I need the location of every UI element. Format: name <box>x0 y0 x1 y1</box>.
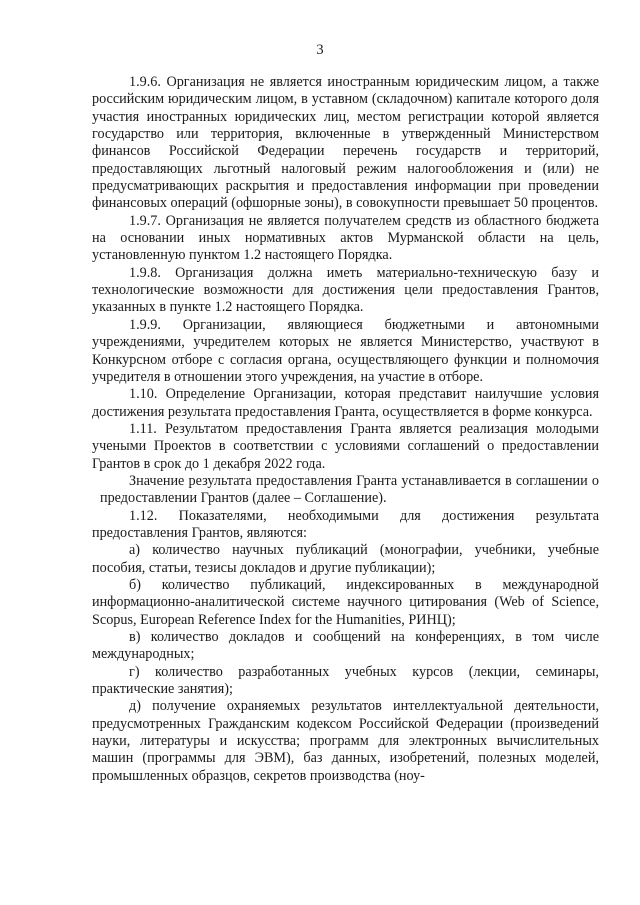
list-item-a: а) количество научных публикаций (монографии, учебники, учебные пособия, статьи, тезисы докладов и другие публикации); <box>92 542 599 576</box>
list-item-b: б) количество публикаций, индексированных в международной информационно-аналитической системе научного цитирования (Web of Science, Scopus, European Reference Index for the Humanities, РИНЦ); <box>92 576 599 628</box>
paragraph-1-9-8: 1.9.8. Организация должна иметь материально-техническую базу и технологические возможности для достижения цели предоставления Грантов, указанных в пункте 1.2 настоящего Порядка. <box>92 264 599 316</box>
list-item-g: г) количество разработанных учебных курсов (лекции, семинары, практические занятия); <box>92 663 599 698</box>
list-item-v: в) количество докладов и сообщений на конференциях, в том числе международных; <box>92 629 599 663</box>
paragraph-1-9-7: 1.9.7. Организация не является получателем средств из областного бюджета на основании иных нормативных актов Мурманской области на цель, установленную пунктом 1.2 настоящего Порядка. <box>92 212 599 264</box>
paragraph-1-9-9: 1.9.9. Организации, являющиеся бюджетными и автономными учреждениями, учредителем которых не является Министерство, участвуют в Конкурсном отборе с согласия органа, осуществляющего функции и полномочия учредителя в отношении этого учреждения, на участие в отборе. <box>92 316 599 385</box>
paragraph-1-9-6: 1.9.6. Организация не является иностранным юридическим лицом, а также российским юридическим лицом, в уставном (складочном) капитале которого доля участия иностранных юридических лиц, местом регистрации которой является государство или территория, включенные в утвержденный Министерством финансов Российской Федерации перечень государств и территорий, предоставляющих льготный налоговый режим налогообложения и (или) не предусматривающих раскрытия и предоставления информации при проведении финансовых операций (офшорные зоны), в совокупности превышает 50 процентов. <box>92 74 599 212</box>
page-number: 3 <box>316 42 324 58</box>
list-item-d: д) получение охраняемых результатов интеллектуальной деятельности, предусмотренных Гражданским кодексом Российской Федерации (произведений науки, литературы и искусства; программ для электронных вычислительных машин (программы для ЭВМ), баз данных, изобретений, полезных моделей, промышленных образцов, секретов производства (ноу- <box>92 698 599 784</box>
paragraph-1-10: 1.10. Определение Организации, которая представит наилучшие условия достижения результата предоставления Гранта, осуществляется в форме конкурса. <box>92 386 599 420</box>
paragraph-1-11: 1.11. Результатом предоставления Гранта является реализация молодыми учеными Проектов в соответствии с условиями соглашений о предоставлении Грантов в срок до 1 декабря 2022 года. <box>92 420 599 472</box>
paragraph-result-value: Значение результата предоставления Гранта устанавливается в соглашении о предоставлении Грантов (далее – Соглашение). <box>100 472 599 507</box>
document-body <box>92 74 599 785</box>
paragraph-1-12: 1.12. Показателями, необходимыми для достижения результата предоставления Грантов, являются: <box>92 507 599 541</box>
